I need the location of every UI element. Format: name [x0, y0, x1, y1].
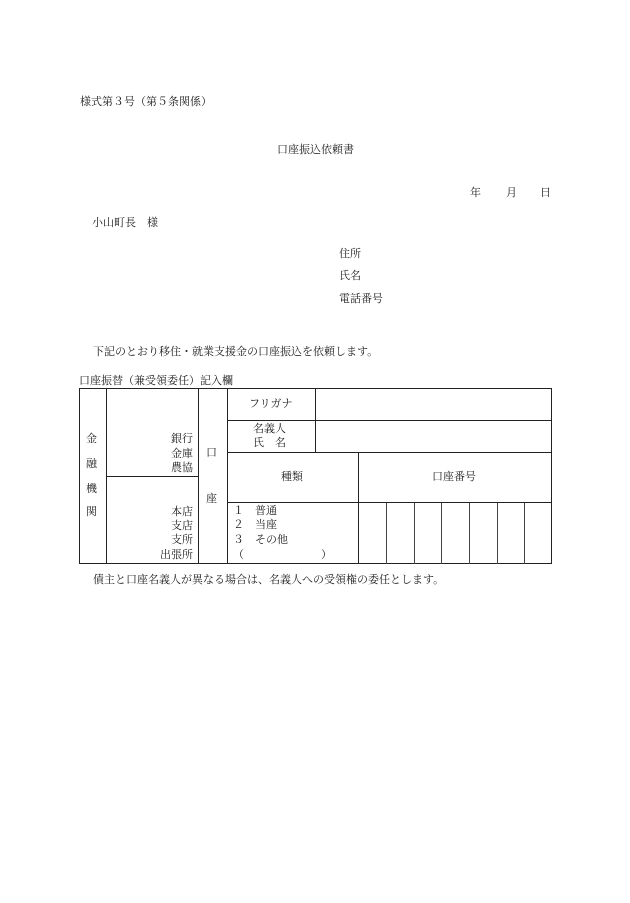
section-title: 口座振替（兼受領委任）記入欄 — [79, 374, 233, 387]
table-divider — [227, 388, 228, 564]
table-divider — [198, 388, 199, 564]
form-number: 様式第３号（第５条関係） — [80, 95, 212, 108]
account-kind-option: １ 普通 — [233, 504, 277, 517]
digit-box-divider — [386, 502, 387, 564]
table-divider — [358, 452, 359, 564]
furigana-label: フリガナ — [249, 397, 293, 410]
account-number-header: 口座番号 — [432, 470, 476, 483]
date-year-label: 年 — [470, 186, 481, 199]
account-kind-option: （ ） — [233, 548, 332, 561]
table-divider — [227, 420, 552, 421]
table-divider — [106, 476, 198, 477]
applicant-phone-label: 電話番号 — [339, 292, 383, 305]
account-holder-label: 名義人 — [253, 422, 286, 435]
digit-box-divider — [441, 502, 442, 564]
digit-box-divider — [469, 502, 470, 564]
branch-type-option: 出張所 — [160, 548, 193, 561]
footnote: 債主と口座名義人が異なる場合は、名義人への受領権の委任とします。 — [93, 573, 445, 586]
institution-label-char: 金 — [86, 432, 97, 445]
date-day-label: 日 — [540, 186, 551, 199]
applicant-name-label: 氏名 — [339, 269, 361, 282]
digit-box-divider — [414, 502, 415, 564]
account-kind-option: ２ 当座 — [233, 518, 277, 531]
account-holder-label-2: 氏 名 — [253, 436, 286, 449]
account-kind-option: ３ その他 — [233, 533, 288, 546]
request-text: 下記のとおり移住・就業支援金の口座振込を依頼します。 — [93, 345, 379, 358]
bank-type-option: 金庫 — [171, 447, 193, 460]
institution-label-char: 機 — [86, 482, 97, 495]
bank-type-option: 銀行 — [171, 432, 193, 445]
bank-type-option: 農協 — [171, 461, 193, 474]
institution-label-char: 融 — [86, 457, 97, 470]
account-label-char: 座 — [206, 492, 217, 505]
table-divider — [227, 452, 552, 453]
institution-label-char: 関 — [86, 505, 97, 518]
account-kind-header: 種類 — [281, 470, 303, 483]
digit-box-divider — [524, 502, 525, 564]
branch-type-option: 本店 — [171, 505, 193, 518]
table-divider — [227, 502, 552, 503]
page-title: 口座振込依頼書 — [277, 143, 354, 156]
branch-type-option: 支所 — [171, 533, 193, 546]
addressee: 小山町長 様 — [92, 216, 158, 229]
applicant-address-label: 住所 — [339, 247, 361, 260]
branch-type-option: 支店 — [171, 519, 193, 532]
date-month-label: 月 — [506, 186, 517, 199]
account-label-char: 口 — [206, 446, 217, 459]
digit-box-divider — [497, 502, 498, 564]
